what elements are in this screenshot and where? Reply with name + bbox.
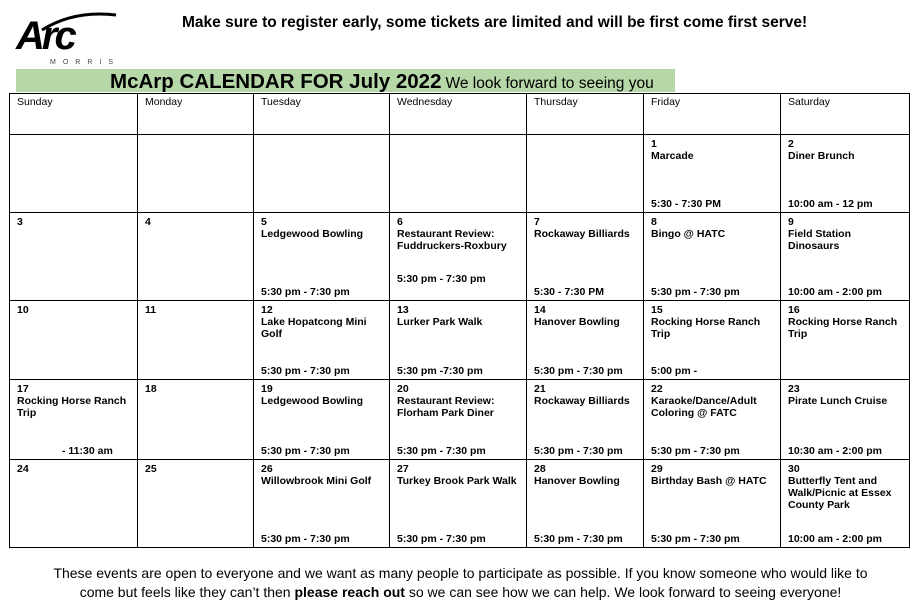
event-name: Restaurant Review: Fuddruckers-Roxbury <box>397 228 507 252</box>
event-name: Karaoke/Dance/Adult Coloring @ FATC <box>651 395 757 419</box>
event-name: Hanover Bowling <box>534 316 620 328</box>
calendar-day-cell <box>254 380 390 460</box>
reach-out-emphasis: please reach out <box>294 584 405 600</box>
calendar-week-row <box>10 213 910 301</box>
weekday-header: Friday <box>644 94 781 135</box>
calendar-day-cell <box>254 213 390 301</box>
day-number: 15 <box>651 304 663 316</box>
calendar-day-cell <box>781 135 910 213</box>
event-name: Birthday Bash @ HATC <box>651 475 767 487</box>
calendar-day-cell <box>644 460 781 548</box>
day-number: 18 <box>145 383 157 395</box>
day-number: 28 <box>534 463 546 475</box>
event-name: Turkey Brook Park Walk <box>397 475 517 487</box>
calendar-day-cell <box>390 380 527 460</box>
day-number: 9 <box>788 216 794 228</box>
event-time: 5:30 pm - 7:30 pm <box>261 445 350 457</box>
calendar-day-cell <box>644 301 781 380</box>
event-time: 5:30 - 7:30 PM <box>534 286 605 298</box>
event-time: 5:30 pm - 7:30 pm <box>397 273 486 285</box>
event-name: Rocking Horse Ranch Trip <box>17 395 127 419</box>
calendar-day-cell <box>254 135 390 213</box>
day-number: 11 <box>145 304 157 316</box>
event-name: Marcade <box>651 150 694 162</box>
calendar-day-cell <box>254 460 390 548</box>
calendar-week-row <box>10 460 910 548</box>
calendar-day-cell <box>390 460 527 548</box>
day-number: 12 <box>261 304 273 316</box>
event-time: 5:30 pm - 7:30 pm <box>397 445 486 457</box>
event-time: 10:00 am - 2:00 pm <box>788 286 882 298</box>
registration-notice: Make sure to register early, some tickets are limited and will be first come first serve! <box>182 14 808 31</box>
day-number: 26 <box>261 463 273 475</box>
weekday-header: Tuesday <box>254 94 390 135</box>
event-time: 5:30 pm - 7:30 pm <box>651 533 740 545</box>
event-name: Bingo @ HATC <box>651 228 726 240</box>
calendar-day-cell <box>10 301 138 380</box>
day-number: 13 <box>397 304 409 316</box>
event-name: Field Station Dinosaurs <box>788 228 851 252</box>
day-number: 10 <box>17 304 29 316</box>
day-number: 20 <box>397 383 409 395</box>
footer-line-1: These events are open to everyone and we want as many people to participate as possible. If you know someone who would like to <box>53 565 868 581</box>
event-name: Restaurant Review: Florham Park Diner <box>397 395 495 419</box>
event-time: 5:30 pm - 7:30 pm <box>534 533 623 545</box>
calendar-day-cell <box>254 301 390 380</box>
weekday-header: Saturday <box>781 94 910 135</box>
day-number: 29 <box>651 463 663 475</box>
event-time: 5:30 pm - 7:30 pm <box>261 533 350 545</box>
calendar-week-row <box>10 301 910 380</box>
event-time: 5:30 pm - 7:30 pm <box>261 365 350 377</box>
event-name: Lurker Park Walk <box>397 316 483 328</box>
weekday-header-row <box>10 94 910 135</box>
calendar-day-cell <box>527 213 644 301</box>
event-time: 10:00 am - 12 pm <box>788 198 873 210</box>
calendar-day-cell <box>390 301 527 380</box>
event-name: Rockaway Billiards <box>534 228 630 240</box>
arc-morris-logo <box>14 12 124 72</box>
event-time: 5:00 pm - <box>651 365 698 377</box>
calendar-table <box>9 93 910 548</box>
event-time: 5:30 pm - 7:30 pm <box>651 445 740 457</box>
day-number: 17 <box>17 383 29 395</box>
calendar-day-cell <box>781 213 910 301</box>
day-number: 27 <box>397 463 409 475</box>
event-name: Ledgewood Bowling <box>261 228 364 240</box>
logo-subtext: MORRIS <box>50 59 120 66</box>
day-number: 30 <box>788 463 800 475</box>
calendar-day-cell <box>10 135 138 213</box>
calendar-day-cell <box>390 213 527 301</box>
calendar-day-cell <box>781 301 910 380</box>
day-number: 4 <box>145 216 151 228</box>
day-number: 16 <box>788 304 800 316</box>
footer-message <box>0 564 921 602</box>
calendar-day-cell <box>390 135 527 213</box>
event-time: 5:30 pm - 7:30 pm <box>397 533 486 545</box>
event-name: Hanover Bowling <box>534 475 620 487</box>
calendar-day-cell <box>527 301 644 380</box>
day-number: 23 <box>788 383 800 395</box>
calendar-day-cell <box>138 135 254 213</box>
logo-wordmark: Arc <box>16 14 74 58</box>
event-time: 5:30 pm - 7:30 pm <box>261 286 350 298</box>
calendar-title-main: McArp CALENDAR FOR July 2022 <box>110 70 442 93</box>
event-time: 10:00 am - 2:00 pm <box>788 533 882 545</box>
calendar-day-cell <box>644 213 781 301</box>
day-number: 2 <box>788 138 794 150</box>
footer-line-2: come but feels like they can’t then please reach out so we can see how we can help. We look forward to seeing everyone! <box>79 584 842 600</box>
event-name: Rocking Horse Ranch Trip <box>788 316 898 340</box>
day-number: 6 <box>397 216 403 228</box>
calendar-day-cell <box>527 380 644 460</box>
weekday-header: Wednesday <box>390 94 527 135</box>
event-name: Diner Brunch <box>788 150 855 162</box>
event-name: Pirate Lunch Cruise <box>788 395 888 407</box>
calendar-title-sub: We look forward to seeing you <box>445 75 654 92</box>
event-name: Ledgewood Bowling <box>261 395 364 407</box>
calendar-day-cell <box>527 460 644 548</box>
calendar-day-cell <box>781 380 910 460</box>
weekday-header: Thursday <box>527 94 644 135</box>
event-time: 5:30 pm -7:30 pm <box>397 365 483 377</box>
calendar-day-cell <box>781 460 910 548</box>
day-number: 3 <box>17 216 23 228</box>
event-time: 5:30 - 7:30 PM <box>651 198 722 210</box>
day-number: 14 <box>534 304 546 316</box>
weekday-header: Monday <box>138 94 254 135</box>
day-number: 21 <box>534 383 546 395</box>
weekday-header: Sunday <box>10 94 138 135</box>
day-number: 7 <box>534 216 540 228</box>
event-name: Lake Hopatcong Mini Golf <box>261 316 367 340</box>
day-number: 19 <box>261 383 273 395</box>
calendar-day-cell <box>138 460 254 548</box>
calendar-day-cell <box>644 135 781 213</box>
calendar-day-cell <box>527 135 644 213</box>
event-name: Willowbrook Mini Golf <box>261 475 372 487</box>
day-number: 8 <box>651 216 657 228</box>
event-time: - 11:30 am <box>62 445 113 457</box>
calendar-day-cell <box>138 301 254 380</box>
event-time: 5:30 pm - 7:30 pm <box>534 445 623 457</box>
event-name: Butterfly Tent and Walk/Picnic at Essex County Park <box>788 475 892 511</box>
event-time: 5:30 pm - 7:30 pm <box>651 286 740 298</box>
calendar-day-cell <box>644 380 781 460</box>
day-number: 24 <box>17 463 29 475</box>
calendar-week-row <box>10 380 910 460</box>
calendar-day-cell <box>138 213 254 301</box>
day-number: 25 <box>145 463 157 475</box>
event-name: Rocking Horse Ranch Trip <box>651 316 761 340</box>
calendar-day-cell <box>10 380 138 460</box>
day-number: 1 <box>651 138 657 150</box>
event-name: Rockaway Billiards <box>534 395 630 407</box>
event-time: 10:30 am - 2:00 pm <box>788 445 882 457</box>
calendar-day-cell <box>10 460 138 548</box>
calendar-week-row <box>10 135 910 213</box>
event-time: 5:30 pm - 7:30 pm <box>534 365 623 377</box>
day-number: 5 <box>261 216 267 228</box>
calendar-day-cell <box>10 213 138 301</box>
day-number: 22 <box>651 383 663 395</box>
calendar-day-cell <box>138 380 254 460</box>
